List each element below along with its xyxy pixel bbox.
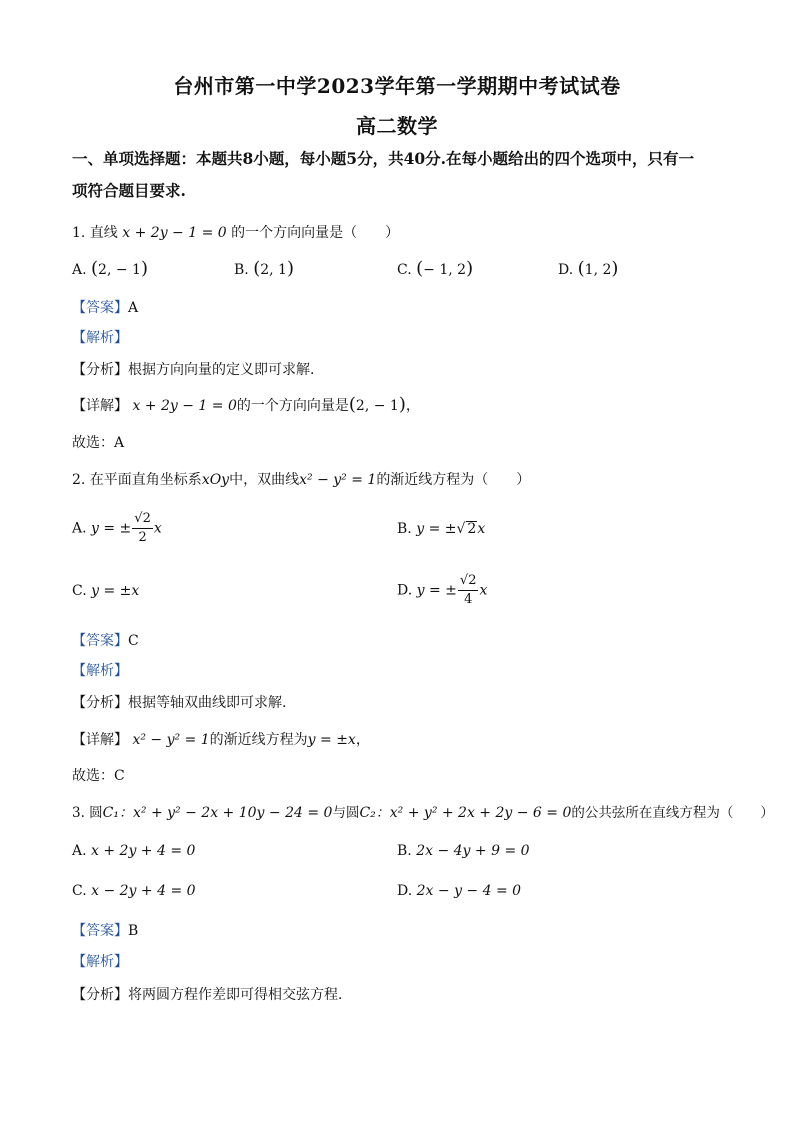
question-1 xyxy=(72,222,399,242)
q2-option-c: C. y = ±x xyxy=(72,583,140,599)
q1-xiangjie: 【详解】 x + 2y − 1 = 0的一个方向向量是(2, − 1)， xyxy=(72,394,420,415)
q2-choice: 故选：C xyxy=(72,768,125,784)
q2-xiangjie: 【详解】 x² − y² = 1的渐近线方程为y = ±x， xyxy=(72,732,370,748)
q3-fenxi: 【分析】将两圆方程作差即可得相交弦方程. xyxy=(72,987,343,1003)
q1-option-b: B. (2, 1) xyxy=(234,258,294,279)
q3-option-b: B. 2x − 4y + 9 = 0 xyxy=(397,843,530,859)
q1-option-d: D. (1, 2) xyxy=(558,258,619,279)
q3-option-c: C. x − 2y + 4 = 0 xyxy=(72,883,196,899)
q2-answer: 【答案】C xyxy=(72,633,139,649)
section-heading-line2: 项符合题目要求. xyxy=(72,181,186,200)
q1-stem: 的一个方向向量是（ ） xyxy=(231,225,400,241)
q1-analysis-tag: 【解析】 xyxy=(72,330,128,346)
q2-option-a: A. y = ± $\frac{√2}{2}$ x xyxy=(72,511,162,545)
exam-subtitle: 高二数学 xyxy=(356,114,438,138)
question-3: 3. 圆C₁：x² + y² − 2x + 10y − 24 = 0与圆C₂：x² + y² + 2x + 2y − 6 = 0的公共弦所在直线方程为（ ） xyxy=(72,805,774,821)
q3-option-a: A. x + 2y + 4 = 0 xyxy=(72,843,196,859)
q3-option-d: D. 2x − y − 4 = 0 xyxy=(397,883,522,899)
q1-option-c: C. (− 1, 2) xyxy=(397,258,474,279)
q2-option-d: D. y = ± $\frac{√2}{4}$ x xyxy=(397,573,488,607)
q1-fenxi: 【分析】根据方向向量的定义即可求解. xyxy=(72,362,315,378)
q3-answer: 【答案】B xyxy=(72,923,139,939)
q1-option-a: A. (2, − 1) xyxy=(72,258,148,279)
q2-option-b: B. y = ±√ 2x xyxy=(397,521,486,537)
q1-number: 1. 直线 xyxy=(72,225,118,241)
question-2: 2. 在平面直角坐标系xOy中，双曲线x² − y² = 1的渐近线方程为（ ） xyxy=(72,472,531,488)
q1-answer: 【答案】A xyxy=(72,300,139,316)
q1-choice: 故选：A xyxy=(72,435,125,451)
q3-analysis-tag: 【解析】 xyxy=(72,954,128,970)
answer-tag: 【答案】 xyxy=(72,300,128,316)
q2-analysis-tag: 【解析】 xyxy=(72,663,128,679)
exam-title: 台州市第一中学2023学年第一学期期中考试试卷 xyxy=(173,74,621,98)
section-heading-line1: 一、单项选择题：本题共8小题，每小题5分，共40分.在每小题给出的四个选项中，只有一 xyxy=(72,149,695,168)
q2-fenxi: 【分析】根据等轴双曲线即可求解. xyxy=(72,695,287,711)
q1-equation: x + 2y − 1 = 0 xyxy=(122,225,227,241)
